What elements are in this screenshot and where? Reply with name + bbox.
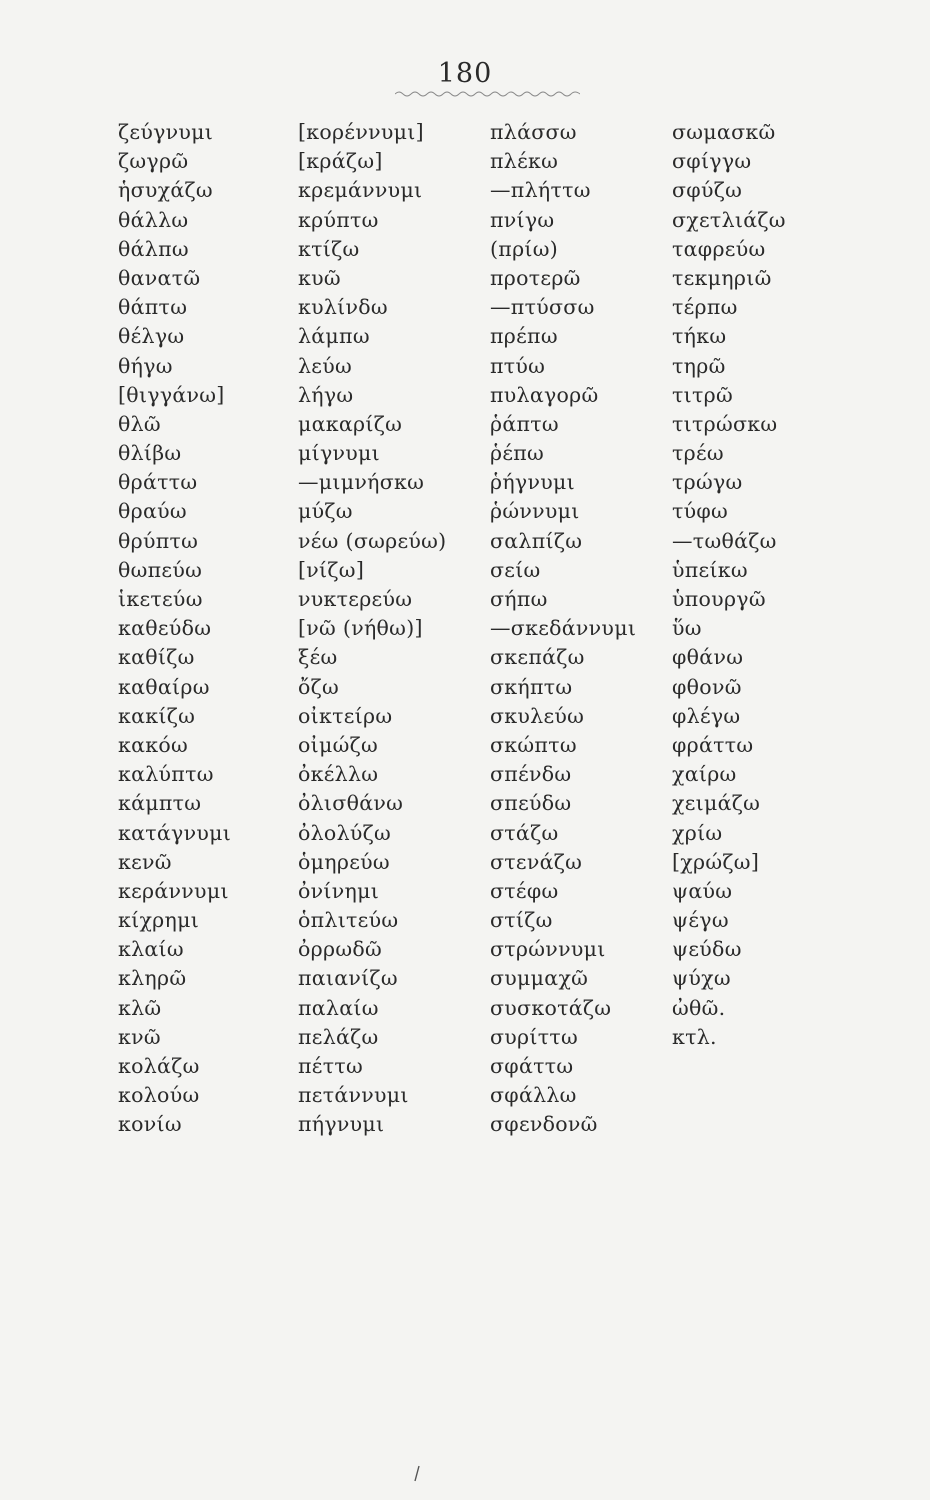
word-entry: πλέκω <box>490 149 559 174</box>
word-entry: νυκτερεύω <box>298 587 413 611</box>
word-entry: [θιγγάνω] <box>118 382 225 407</box>
word-entry: σφύζω <box>672 178 743 203</box>
word-entry: φράττω <box>672 732 754 757</box>
word-entry: [χρώζω] <box>672 849 760 874</box>
word-entry: πελάζω <box>298 1024 379 1049</box>
word-entry: σήπω <box>490 587 548 611</box>
word-entry: ῥήγνυμι <box>490 470 575 495</box>
word-entry: [κράζω] <box>298 149 383 174</box>
word-entry: ψαύω <box>672 878 733 903</box>
word-entry: —πλήττω <box>490 178 591 203</box>
word-entry: καθαίρω <box>118 674 210 699</box>
word-entry: ὕω <box>672 616 702 641</box>
word-entry: σκήπτω <box>490 674 573 699</box>
word-entry: ψέγω <box>672 908 729 933</box>
word-column-1 <box>118 118 231 1140</box>
word-entry: στίζω <box>490 908 553 933</box>
word-entry: κονίω <box>118 1112 182 1137</box>
wavy-rule-ornament <box>395 86 580 100</box>
word-entry: κακόω <box>118 732 189 757</box>
word-entry: κυλίνδω <box>298 295 388 320</box>
word-entry: τρώγω <box>672 470 743 495</box>
word-entry: ταφρεύω <box>672 236 766 261</box>
word-entry: ὑπουργῶ <box>672 587 766 611</box>
word-entry: ἱκετεύω <box>118 587 203 611</box>
word-entry: φθάνω <box>672 645 744 670</box>
word-entry: θλῶ <box>118 411 161 436</box>
word-entry: σφίγγω <box>672 149 752 174</box>
word-entry: σκεπάζω <box>490 645 585 670</box>
word-entry: στέφω <box>490 878 559 903</box>
word-entry: στενάζω <box>490 849 583 874</box>
word-entry: [κορέννυμι] <box>298 120 424 144</box>
word-entry: ζωγρῶ <box>118 149 189 174</box>
word-entry: πτύω <box>490 353 546 378</box>
word-entry: ῥώννυμι <box>490 499 580 524</box>
word-entry: παλαίω <box>298 995 379 1020</box>
word-entry: κλῶ <box>118 995 162 1020</box>
word-entry: λήγω <box>298 382 354 407</box>
word-entry: μακαρίζω <box>298 411 403 436</box>
word-entry: πυλαγορῶ <box>490 382 599 407</box>
word-entry: [νίζω] <box>298 557 365 582</box>
word-entry: οἰμώζω <box>298 732 379 757</box>
word-entry: πρέπω <box>490 324 558 349</box>
word-entry: μύζω <box>298 499 353 524</box>
word-entry: σφενδονῶ <box>490 1112 598 1137</box>
word-entry: τιτρῶ <box>672 382 733 407</box>
word-entry: θράττω <box>118 470 198 495</box>
word-entry: ὀλολύζω <box>298 820 392 845</box>
word-entry: τήκω <box>672 324 727 349</box>
word-entry: καθεύδω <box>118 616 212 641</box>
word-entry: —τωθάζω <box>672 528 777 553</box>
word-column-4 <box>672 118 786 1052</box>
word-entry: κρεμάννυμι <box>298 178 423 203</box>
page-number: 180 <box>437 58 493 89</box>
word-entry: τιτρώσκω <box>672 411 778 436</box>
word-entry: —μιμνήσκω <box>298 470 425 495</box>
word-entry: συμμαχῶ <box>490 966 589 991</box>
word-entry: σείω <box>490 557 541 582</box>
word-entry: κακίζω <box>118 703 196 728</box>
word-entry: φλέγω <box>672 703 741 728</box>
word-entry: θήγω <box>118 353 173 378</box>
word-entry: φθονῶ <box>672 674 742 699</box>
word-entry: στάζω <box>490 820 559 845</box>
word-entry: σπένδω <box>490 762 572 787</box>
word-entry: νέω (σωρεύω) <box>298 528 447 553</box>
word-entry: θρύπτω <box>118 528 199 553</box>
word-entry: μίγνυμι <box>298 441 380 466</box>
word-entry: σαλπίζω <box>490 528 583 553</box>
word-entry: κρύπτω <box>298 207 379 232</box>
word-entry: τρέω <box>672 441 724 466</box>
word-column-2 <box>298 118 446 1140</box>
word-entry: θανατῶ <box>118 265 201 290</box>
word-entry: τηρῶ <box>672 353 726 378</box>
word-entry: προτερῶ <box>490 265 581 290</box>
word-entry: σκώπτω <box>490 732 577 757</box>
word-entry: συρίττω <box>490 1024 579 1049</box>
word-entry: πέττω <box>298 1054 363 1078</box>
word-entry: ὑπείκω <box>672 557 748 582</box>
word-entry: ψεύδω <box>672 937 742 962</box>
word-entry: ὀρρωδῶ <box>298 937 383 962</box>
word-entry: [νῶ (νήθω)] <box>298 616 423 641</box>
word-entry: θραύω <box>118 499 187 524</box>
word-entry: κυῶ <box>298 265 341 290</box>
word-entry: ὠθῶ. <box>672 995 726 1020</box>
word-entry: χρίω <box>672 820 723 845</box>
word-entry: ὁμηρεύω <box>298 849 390 874</box>
word-entry: κενῶ <box>118 849 172 874</box>
word-entry: θάλπω <box>118 236 189 261</box>
word-entry: ῥέπω <box>490 441 545 466</box>
word-entry: θάπτω <box>118 295 188 320</box>
word-entry: ὀλισθάνω <box>298 791 404 816</box>
word-entry: ψύχω <box>672 966 731 991</box>
word-entry: πήγνυμι <box>298 1112 385 1137</box>
stray-mark <box>412 1465 422 1483</box>
word-entry: πετάννυμι <box>298 1083 409 1108</box>
word-entry: λάμπω <box>298 324 370 349</box>
word-entry: σκυλεύω <box>490 703 585 728</box>
word-entry: κάμπτω <box>118 791 202 816</box>
word-entry: ἡσυχάζω <box>118 178 213 203</box>
word-entry: χαίρω <box>672 762 737 787</box>
word-entry: ζεύγνυμι <box>118 120 214 144</box>
word-entry: συσκοτάζω <box>490 995 612 1020</box>
word-entry: τέρπω <box>672 295 738 320</box>
word-entry: θωπεύω <box>118 557 203 582</box>
word-entry: λεύω <box>298 353 352 378</box>
word-entry: ὀκέλλω <box>298 762 379 787</box>
word-entry: ὁπλιτεύω <box>298 908 399 933</box>
word-entry: —πτύσσω <box>490 295 595 320</box>
word-entry: κληρῶ <box>118 966 187 991</box>
word-entry: θέλγω <box>118 324 185 349</box>
word-entry: στρώννυμι <box>490 937 606 962</box>
word-entry: κατάγνυμι <box>118 820 232 845</box>
word-entry: —σκεδάννυμι <box>490 616 637 641</box>
word-entry: σπεύδω <box>490 791 572 816</box>
word-entry: κλαίω <box>118 937 184 962</box>
word-entry: οἰκτείρω <box>298 703 393 728</box>
word-entry: ὀνίνημι <box>298 878 380 903</box>
word-entry: θάλλω <box>118 207 189 232</box>
word-entry: κνῶ <box>118 1024 161 1049</box>
word-entry: θλίβω <box>118 441 182 466</box>
word-entry: χειμάζω <box>672 791 761 816</box>
word-entry: σωμασκῶ <box>672 120 776 144</box>
word-entry: κεράννυμι <box>118 878 229 903</box>
word-entry: κτλ. <box>672 1024 717 1049</box>
word-entry: πλάσσω <box>490 120 577 144</box>
word-entry: ξέω <box>298 645 338 670</box>
word-entry: κτίζω <box>298 236 360 261</box>
word-entry: καλύπτω <box>118 762 214 787</box>
word-entry: πνίγω <box>490 207 555 232</box>
word-entry: καθίζω <box>118 645 195 670</box>
word-entry: παιανίζω <box>298 966 398 991</box>
word-entry: σφάττω <box>490 1054 574 1078</box>
word-entry: κολούω <box>118 1083 200 1108</box>
word-entry: σχετλιάζω <box>672 207 786 232</box>
word-column-3 <box>490 118 636 1140</box>
word-entry: τεκμηριῶ <box>672 265 772 290</box>
word-entry: κολάζω <box>118 1054 200 1078</box>
word-entry: ὄζω <box>298 674 340 699</box>
word-entry: ῥάπτω <box>490 411 559 436</box>
word-entry: (πρίω) <box>490 236 559 261</box>
word-entry: σφάλλω <box>490 1083 577 1108</box>
word-entry: τύφω <box>672 499 729 524</box>
word-entry: κίχρημι <box>118 908 200 933</box>
